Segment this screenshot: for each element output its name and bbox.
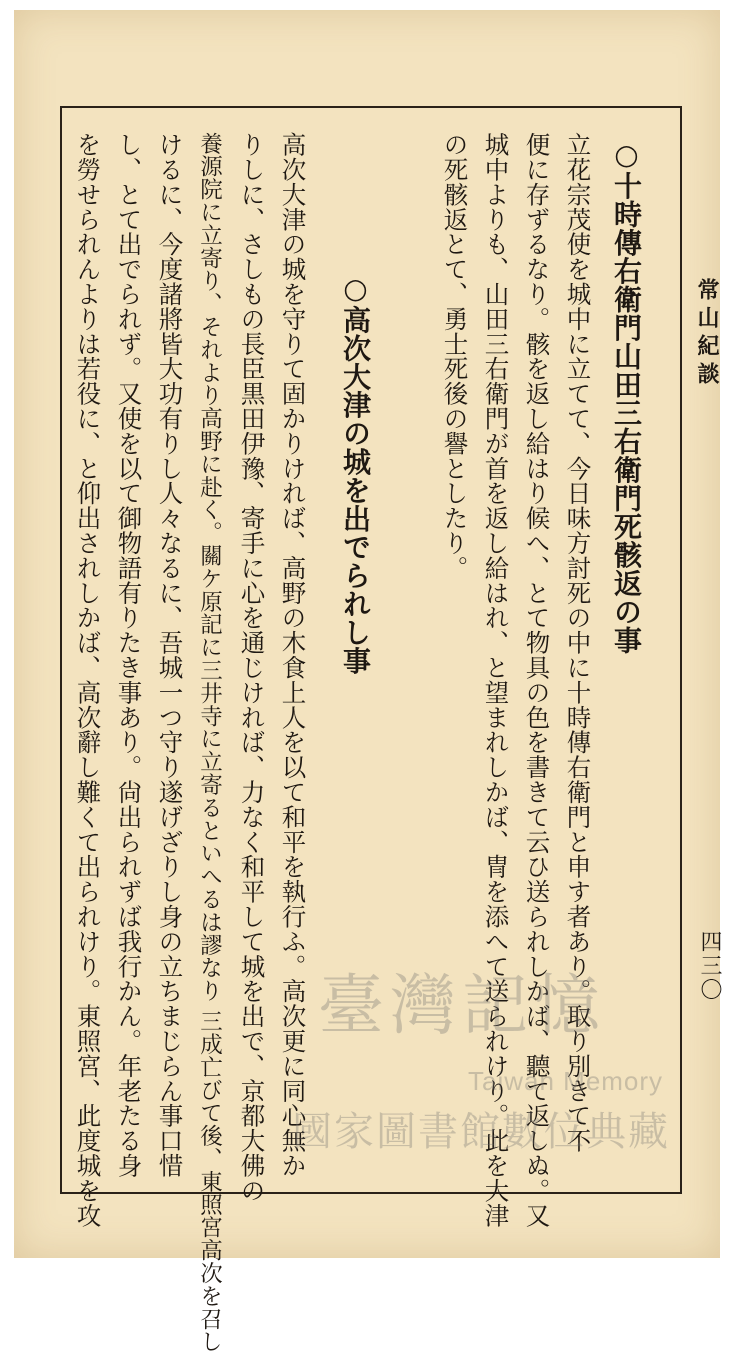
text-line: 便に存ずるなり。骸を返し給はり候へ、とて物具の色を書きて云ひ送られしかば、聽て返しぬ。又 — [522, 132, 552, 1228]
running-header-title: 常山紀談 — [694, 278, 720, 390]
section-heading: ○高次大津の城を出でられし事 — [339, 272, 372, 675]
watermark-logo-text: 臺灣記憶 — [318, 967, 606, 1044]
text-line: 高次大津の城を守りて固かりければ、高野の木食上人を以て和平を執行ふ。高次更に同心無か — [278, 132, 308, 1178]
watermark-institution-text: 國家圖書館數位典藏 — [292, 1109, 670, 1155]
text-line: を勞せられんよりは若役に、と仰出されしかば、高次辭し難くて出られけり。東照宮、此度城を攻 — [73, 132, 103, 1228]
text-line: 養源院に立寄り、それより高野に赴く。關ケ原記に三井寺に立寄るといへるは謬なり 三成亡びて後、東照宮高次を召し — [196, 132, 223, 1353]
section-heading: ○十時傳右衛門山田三右衛門死骸返の事 — [610, 138, 643, 655]
watermark-latin-text: Taiwan Memory — [468, 1066, 664, 1096]
text-line: りしに、さしもの長臣黒田伊豫、寄手に心を通じければ、力なく和平して城を出で、京都大佛の — [237, 132, 267, 1203]
text-line: 城中よりも、山田三右衛門が首を返し給はれ、と望まれしかば、冑を添へて送られけり。此を大津 — [481, 132, 511, 1228]
text-line: し、とて出でられず。又使を以て御物語有りたき事あり。尙出られずば我行かん。年老たる身 — [114, 132, 144, 1178]
text-line: の死骸返とて、勇士死後の譽としたり。 — [440, 132, 470, 581]
text-line: 立花宗茂使を城中に立てて、今日味方討死の中に十時傳右衛門と申す者あり。取り別きて不 — [563, 132, 593, 1153]
text-line: けるに、今度諸將皆大功有りし人々なるに、吾城一つ守り遂げざりし身の立ちまじらん事口惜 — [155, 132, 185, 1178]
page-number: 四三〇 — [697, 930, 722, 1002]
